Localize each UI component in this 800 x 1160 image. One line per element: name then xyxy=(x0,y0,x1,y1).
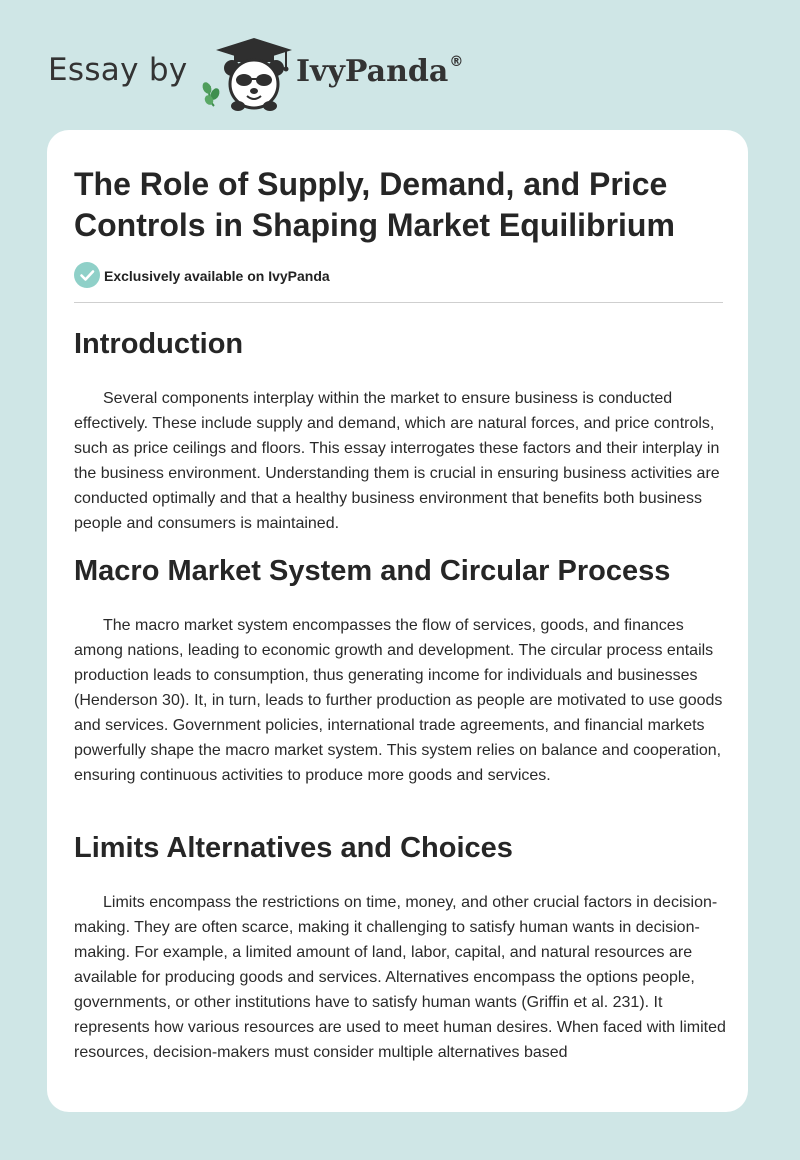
section-heading-introduction: Introduction xyxy=(74,328,244,360)
section-paragraph-introduction: Several components interplay within the market to ensure business is conducted effectively. These include supply and demand, which are natural forces, and price controls, such as price ceilings and floors. This essay interrogates these factors and their interplay in the business environment. Understanding them is crucial in ensuring business activities are conducted optimally and that a healthy business environment that benefits both business people and consumers is maintained. xyxy=(74,390,720,532)
brand-prefix: Essay by xyxy=(48,52,188,88)
section-paragraph-limits: Limits encompass the restrictions on time, money, and other crucial factors in decision-making. They are often scarce, making it challenging to satisfy human wants in decision-making. For example, a limited amount of land, labor, capital, and natural resources are available for producing goods and services. Alternatives encompass the options people, governments, or other institutions have to satisfy human wants (Griffin et al. 231). It represents how various resources are used to meet human desires. When faced with limited resources, decision-makers must consider multiple alternatives based xyxy=(74,894,726,1061)
site-brand[interactable] xyxy=(48,36,488,112)
brand-name: IvyPanda® xyxy=(296,54,464,89)
section-heading-limits: Limits Alternatives and Choices xyxy=(74,832,513,864)
exclusive-badge-label: Exclusively available on IvyPanda xyxy=(104,268,330,284)
check-circle-icon xyxy=(74,262,100,288)
exclusive-badge xyxy=(74,262,474,288)
section-paragraph-macro-market: The macro market system encompasses the flow of services, goods, and finances among nations, leading to economic growth and development. The circular process entails production leads to consumption, thus generating income for individuals and businesses (Henderson 30). It, in turn, leads to further production as people are motivated to use goods and services. Government policies, international trade agreements, and financial markets powerfully shape the macro market system. This system relies on balance and cooperation, ensuring continuous activities to produce more goods and services. xyxy=(74,617,723,784)
registered-mark: ® xyxy=(449,54,464,70)
section-heading-macro-market: Macro Market System and Circular Process xyxy=(74,555,671,587)
panda-logo-icon xyxy=(200,36,296,112)
essay-title: The Role of Supply, Demand, and Price Controls in Shaping Market Equilibrium xyxy=(74,166,675,243)
title-divider xyxy=(74,302,723,303)
essay-card xyxy=(47,130,748,1112)
